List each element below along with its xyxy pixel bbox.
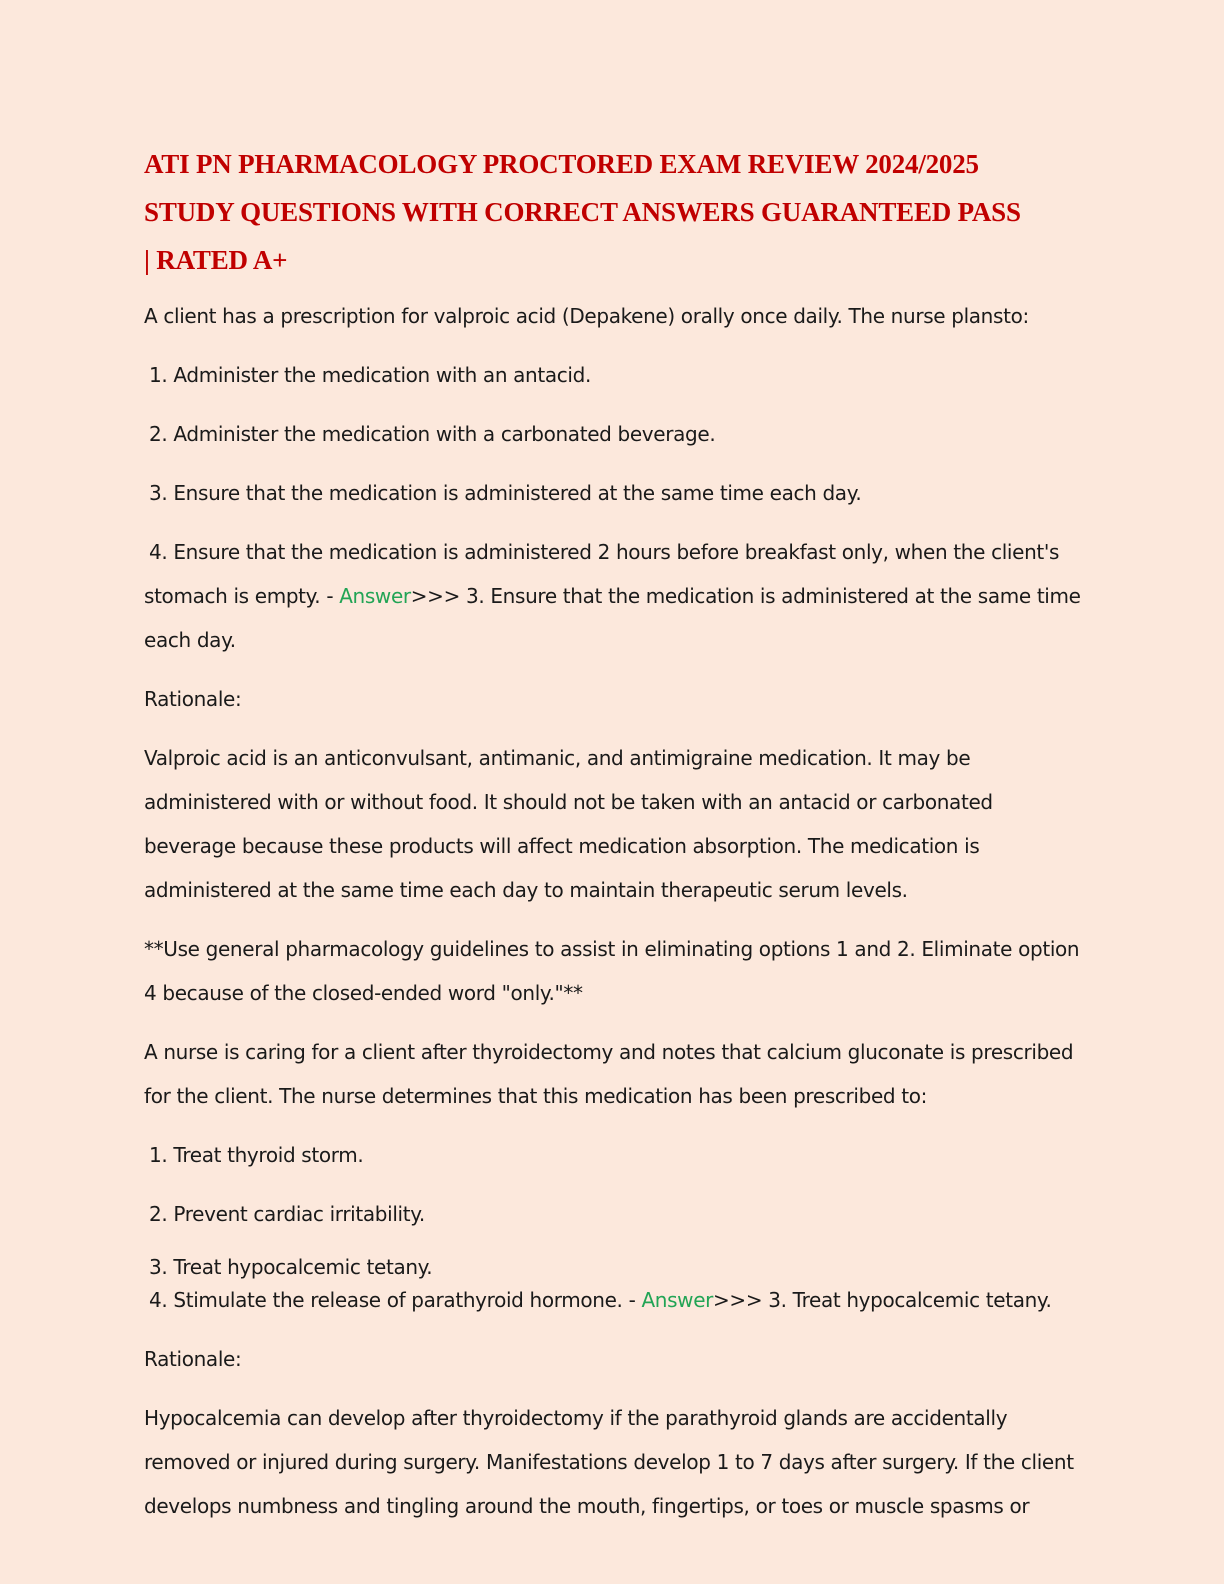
q2-rationale-line1: Hypocalcemia can develop after thyroidectomy if the parathyroid glands are accidentally xyxy=(144,1406,1008,1430)
q1-rationale-line4: administered at the same time each day to maintain therapeutic serum levels. xyxy=(144,878,908,902)
q1-rationale-line2: administered with or without food. It should not be taken with an antacid or carbonated xyxy=(144,790,993,814)
q2-option-4-line xyxy=(149,1284,1084,1317)
q1-answer-label: Answer xyxy=(339,584,411,608)
q1-option-4-line3: each day. xyxy=(144,628,236,652)
q2-answer-text: >>> 3. Treat hypocalcemic tetany. xyxy=(713,1288,1052,1312)
q2-stem xyxy=(144,1030,1084,1118)
q2-option-4-pre: 4. Stimulate the release of parathyroid hormone. - xyxy=(149,1288,642,1312)
title-line-2: STUDY QUESTIONS WITH CORRECT ANSWERS GUARANTEED PASS xyxy=(144,197,1021,227)
q1-option-4-with-answer xyxy=(144,530,1084,662)
q1-answer-text: >>> 3. Ensure that the medication is administered at the same time xyxy=(410,584,1081,608)
q2-rationale-line2: removed or injured during surgery. Manifestations develop 1 to 7 days after surgery. If the client xyxy=(144,1450,1074,1474)
q2-stem-line1: A nurse is caring for a client after thyroidectomy and notes that calcium gluconate is prescribed xyxy=(144,1040,1074,1064)
q1-rationale-label: Rationale: xyxy=(144,687,242,711)
q2-rationale-line3: develops numbness and tingling around the mouth, fingertips, or toes or muscle spasms or xyxy=(144,1494,1030,1518)
q1-rationale-line3: beverage because these products will affect medication absorption. The medication is xyxy=(144,834,980,858)
title-line-1: ATI PN PHARMACOLOGY PROCTORED EXAM REVIEW 2024/2025 xyxy=(144,149,979,179)
q2-option-1: 1. Treat thyroid storm. xyxy=(149,1143,364,1167)
q1-option-2: 2. Administer the medication with a carbonated beverage. xyxy=(149,422,716,446)
q1-option-1: 1. Administer the medication with an antacid. xyxy=(149,363,591,387)
q2-stem-line2: for the client. The nurse determines that this medication has been prescribed to: xyxy=(144,1084,928,1108)
document-page xyxy=(144,140,1084,1543)
q2-option-3: 3. Treat hypocalcemic tetany. xyxy=(149,1255,433,1279)
q1-option-4-line1: 4. Ensure that the medication is administered 2 hours before breakfast only, when the client's xyxy=(149,540,1060,564)
q1-stem: A client has a prescription for valproic acid (Depakene) orally once daily. The nurse plansto: xyxy=(144,304,1029,328)
q2-rationale-label: Rationale: xyxy=(144,1347,242,1371)
q1-option-4-line2 xyxy=(144,574,1084,618)
q1-tip-line1: **Use general pharmacology guidelines to assist in eliminating options 1 and 2. Eliminate option xyxy=(144,937,1080,961)
q1-rationale-line1: Valproic acid is an anticonvulsant, antimanic, and antimigraine medication. It may be xyxy=(144,746,971,770)
q1-rationale xyxy=(144,736,1084,912)
q2-rationale xyxy=(144,1396,1084,1528)
document-title xyxy=(144,140,1084,284)
q2-option-4-with-answer xyxy=(144,1284,1084,1317)
q2-option-2: 2. Prevent cardiac irritability. xyxy=(149,1202,425,1226)
q1-option-4-line2-pre: stomach is empty. - xyxy=(144,584,340,608)
title-line-3: | RATED A+ xyxy=(144,245,288,275)
q1-option-3: 3. Ensure that the medication is administered at the same time each day. xyxy=(149,481,862,505)
q2-answer-label: Answer xyxy=(641,1288,714,1312)
q1-test-tip xyxy=(144,927,1084,1015)
q1-tip-line2: 4 because of the closed-ended word "only."** xyxy=(144,981,583,1005)
